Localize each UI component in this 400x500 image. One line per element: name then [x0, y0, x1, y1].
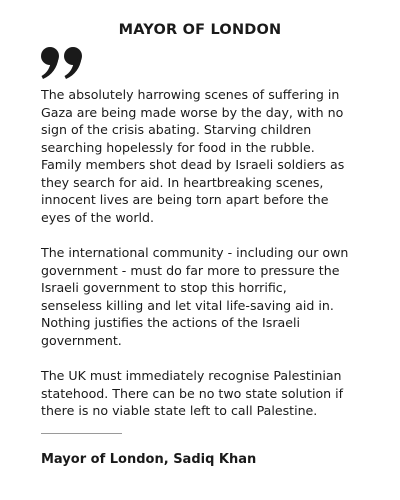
- text-line: The absolutely harrowing scenes of suffering in: [41, 87, 340, 102]
- text-line: eyes of the world.: [41, 209, 155, 225]
- statement-paragraph-3: [41, 367, 381, 420]
- statement-paragraph-2: [41, 244, 381, 349]
- text-line: Gaza are being made worse by the day, with no: [41, 104, 344, 120]
- text-line: innocent lives are being torn apart before the: [41, 192, 329, 207]
- text-line: senseless killing and let vital life-saving aid in.: [41, 297, 334, 313]
- statement-body: [41, 86, 381, 438]
- text-line: sign of the crisis abating. Starving children: [41, 122, 312, 137]
- text-line: searching hopelessly for food in the rubble.: [41, 139, 315, 155]
- quotation-mark-icon: [40, 46, 86, 82]
- text-line: government.: [41, 332, 122, 348]
- text-line: The UK must immediately recognise Palestinian: [41, 368, 342, 383]
- text-line: Nothing justifies the actions of the Israeli: [41, 315, 300, 330]
- text-line: Israeli government to stop this horrific,: [41, 280, 287, 295]
- text-line: The international community - including our own: [41, 245, 349, 260]
- text-line: Family members shot dead by Israeli soldiers as: [41, 157, 345, 172]
- signature-divider: [41, 433, 122, 434]
- text-line: government - must do far more to pressure the: [41, 262, 340, 278]
- text-line: there is no viable state left to call Palestine.: [41, 403, 318, 418]
- text-line: they search for aid. In heartbreaking scenes,: [41, 174, 324, 190]
- signature: Mayor of London, Sadiq Khan: [41, 452, 257, 467]
- statement-paragraph-1: [41, 86, 381, 226]
- page-title: MAYOR OF LONDON: [118, 22, 282, 38]
- text-line: statehood. There can be no two state solution if: [41, 385, 344, 401]
